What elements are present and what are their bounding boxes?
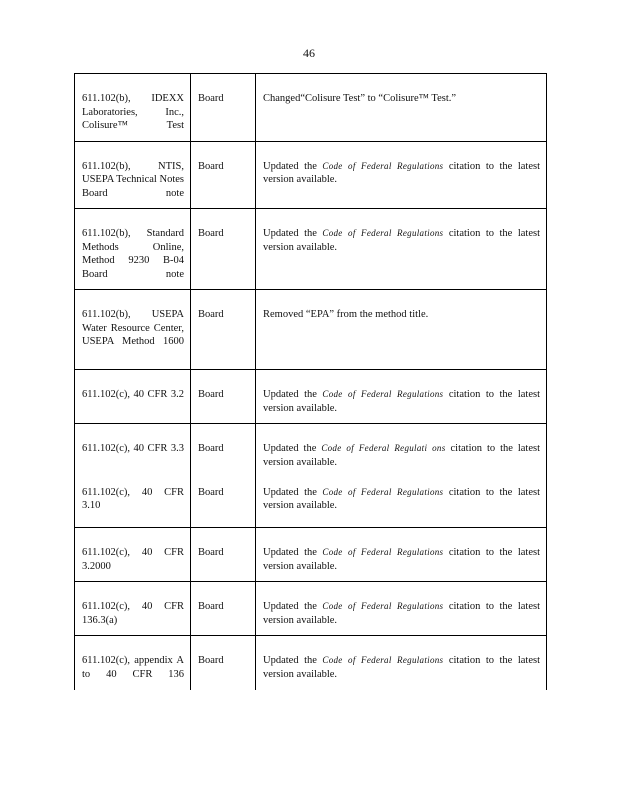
description-text: Removed “EPA” from the method title.	[263, 309, 429, 320]
description-cell	[256, 476, 547, 528]
description-text: Updated the	[263, 601, 317, 612]
table-row	[75, 424, 547, 476]
table-row	[75, 141, 547, 209]
source-cell: Board	[191, 636, 256, 690]
table-row	[75, 74, 547, 142]
cfr-title: Code of Federal Regulati ons	[321, 443, 446, 453]
source-cell: Board	[191, 209, 256, 290]
description-text: Updated the	[263, 443, 317, 454]
section-cell: 611.102(b), Standard Methods Online, Method 9230 B-04 Board note	[75, 209, 191, 290]
description-text: Updated the	[263, 389, 317, 400]
section-cell: 611.102(b), IDEXX Laboratories, Inc., Colisure™ Test	[75, 74, 191, 142]
description-text: Updated the	[263, 486, 317, 498]
source-cell: Board	[191, 476, 256, 528]
source-cell: Board	[191, 370, 256, 424]
description-cell	[256, 582, 547, 636]
section-cell: 611.102(b), NTIS, USEPA Technical Notes Board note	[75, 141, 191, 209]
section-cell: 611.102(c), 40 CFR 136.3(a)	[75, 582, 191, 636]
description-cell	[256, 209, 547, 290]
description-text: Updated the	[263, 655, 317, 666]
cfr-title: Code of Federal Regulations	[322, 160, 444, 171]
section-cell: 611.102(c), 40 CFR 3.10	[75, 476, 191, 528]
source-cell: Board	[191, 74, 256, 142]
description-cell	[256, 424, 547, 476]
description-text: citation to the latest version available.	[263, 655, 540, 680]
description-text: citation to the latest version available.	[263, 228, 540, 253]
description-text: Updated the	[263, 547, 317, 558]
table-row	[75, 636, 547, 690]
description-text: Updated the	[263, 228, 317, 239]
description-cell	[256, 528, 547, 582]
description-text: citation to the latest version available.	[263, 160, 540, 185]
cfr-title: Code of Federal Regulations	[322, 655, 444, 665]
description-cell	[256, 370, 547, 424]
description-cell	[256, 636, 547, 690]
section-cell: 611.102(c), 40 CFR 3.3	[75, 424, 191, 476]
description-text: Changed“Colisure Test” to “Colisure™ Test.”	[263, 93, 457, 104]
cfr-title: Code of Federal Regulations	[322, 486, 444, 497]
table-row	[75, 370, 547, 424]
cfr-title: Code of Federal Regulations	[322, 228, 444, 238]
table-row	[75, 209, 547, 290]
source-cell: Board	[191, 424, 256, 476]
description-text: Updated the	[263, 160, 317, 172]
section-cell: 611.102(c), 40 CFR 3.2	[75, 370, 191, 424]
description-text: citation to the latest version available.	[263, 486, 540, 511]
section-cell: 611.102(c), appendix A to 40 CFR 136	[75, 636, 191, 690]
description-text: citation to the latest version available.	[263, 443, 541, 468]
description-cell	[256, 74, 547, 142]
source-cell: Board	[191, 290, 256, 370]
source-cell: Board	[191, 528, 256, 582]
section-cell: 611.102(c), 40 CFR 3.2000	[75, 528, 191, 582]
cfr-title: Code of Federal Regulations	[322, 389, 444, 399]
source-cell: Board	[191, 582, 256, 636]
section-cell: 611.102(b), USEPA Water Resource Center, USEPA Method 1600	[75, 290, 191, 370]
table-row	[75, 528, 547, 582]
source-cell: Board	[191, 141, 256, 209]
table-row	[75, 582, 547, 636]
cfr-title: Code of Federal Regulations	[322, 601, 444, 611]
page-number: 46	[303, 46, 315, 60]
description-cell	[256, 141, 547, 209]
description-cell	[256, 290, 547, 370]
description-text: citation to the latest version available.	[263, 547, 540, 572]
table-row	[75, 476, 547, 528]
description-text: citation to the latest version available.	[263, 601, 540, 626]
changes-table	[74, 73, 547, 690]
cfr-title: Code of Federal Regulations	[322, 547, 444, 557]
description-text: citation to the latest version available.	[263, 389, 540, 414]
table-row	[75, 290, 547, 370]
